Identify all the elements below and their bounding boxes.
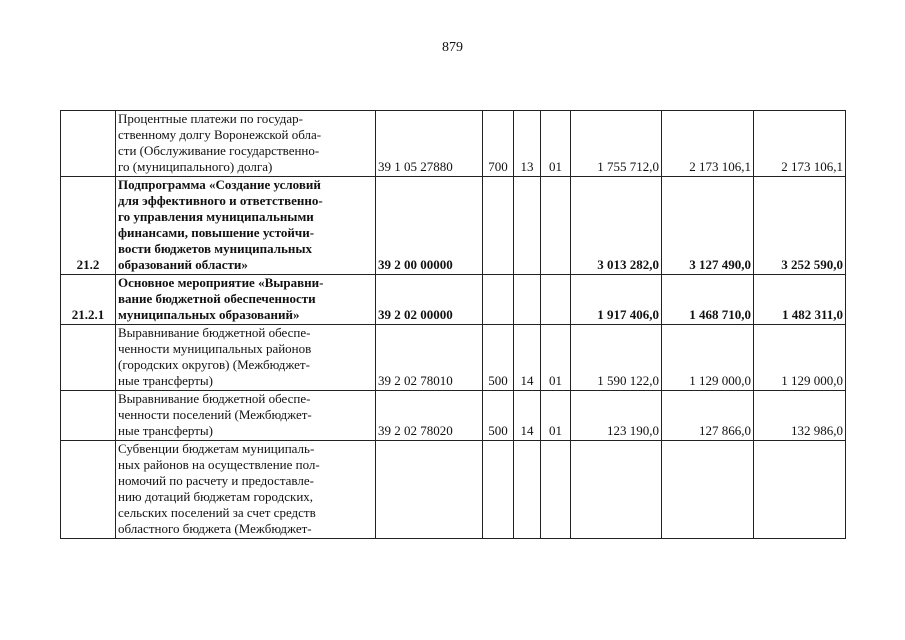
row-code: 39 2 02 78010 (376, 325, 483, 391)
row-col-3: 01 (541, 325, 571, 391)
row-name-line: ные трансферты) (118, 423, 213, 438)
row-col-1 (483, 177, 514, 275)
row-name-line: ченности муниципальных районов (118, 341, 312, 356)
row-amount-1: 1 755 712,0 (571, 111, 662, 177)
row-col-3: 01 (541, 391, 571, 441)
row-name-line: нию дотаций бюджетам городских, (118, 489, 314, 504)
row-name (116, 391, 376, 441)
row-col-1 (483, 441, 514, 539)
table-row (61, 177, 846, 275)
row-name-line: ных районов на осуществление пол- (118, 457, 320, 472)
row-code: 39 2 02 78020 (376, 391, 483, 441)
row-col-2 (514, 441, 541, 539)
row-name-line: ные трансферты) (118, 373, 213, 388)
row-name-line: Подпрограмма «Создание условий (118, 177, 321, 192)
row-number: 21.2.1 (61, 275, 116, 325)
row-col-1: 500 (483, 325, 514, 391)
row-amount-2: 127 866,0 (662, 391, 754, 441)
row-name-line: финансами, повышение устойчи- (118, 225, 315, 240)
row-amount-1: 123 190,0 (571, 391, 662, 441)
table-row (61, 391, 846, 441)
row-name-line: Субвенции бюджетам муниципаль- (118, 441, 315, 456)
row-code (376, 441, 483, 539)
row-col-3 (541, 177, 571, 275)
row-name-line: номочий по расчету и предоставле- (118, 473, 314, 488)
row-name-line: вание бюджетной обеспеченности (118, 291, 316, 306)
row-amount-3: 2 173 106,1 (754, 111, 846, 177)
row-amount-1 (571, 441, 662, 539)
row-name-line: для эффективного и ответственно- (118, 193, 323, 208)
row-amount-2 (662, 441, 754, 539)
row-name-line: сти (Обслуживание государственно- (118, 143, 320, 158)
row-name-line: Основное мероприятие «Выравни- (118, 275, 324, 290)
page-number: 879 (442, 40, 463, 55)
row-amount-2: 1 468 710,0 (662, 275, 754, 325)
row-col-1: 700 (483, 111, 514, 177)
row-name-line: ственному долгу Воронежской обла- (118, 127, 322, 142)
table-row (61, 441, 846, 539)
row-amount-2: 3 127 490,0 (662, 177, 754, 275)
table-row (61, 275, 846, 325)
row-name (116, 111, 376, 177)
row-col-2: 14 (514, 391, 541, 441)
row-name-line: Выравнивание бюджетной обеспе- (118, 391, 311, 406)
row-col-1: 500 (483, 391, 514, 441)
row-amount-3 (754, 441, 846, 539)
row-name-line: муниципальных образований» (118, 307, 300, 322)
row-col-3: 01 (541, 111, 571, 177)
row-amount-3: 1 482 311,0 (754, 275, 846, 325)
row-name (116, 275, 376, 325)
row-name-line: Процентные платежи по государ- (118, 111, 304, 126)
row-name-line: го управления муниципальными (118, 209, 314, 224)
row-number: 21.2 (61, 177, 116, 275)
row-amount-2: 2 173 106,1 (662, 111, 754, 177)
row-name-line: образований области» (118, 257, 248, 272)
row-code: 39 2 02 00000 (376, 275, 483, 325)
row-col-2 (514, 177, 541, 275)
table-row (61, 325, 846, 391)
row-col-2: 14 (514, 325, 541, 391)
row-name-line: (городских округов) (Межбюджет- (118, 357, 310, 372)
row-name (116, 177, 376, 275)
row-name (116, 441, 376, 539)
row-number (61, 391, 116, 441)
row-name-line: сельских поселений за счет средств (118, 505, 316, 520)
row-number (61, 111, 116, 177)
row-name-line: го (муниципального) долга) (118, 159, 273, 174)
row-amount-1: 3 013 282,0 (571, 177, 662, 275)
row-col-2: 13 (514, 111, 541, 177)
row-name (116, 325, 376, 391)
row-number (61, 325, 116, 391)
row-amount-3: 1 129 000,0 (754, 325, 846, 391)
row-amount-2: 1 129 000,0 (662, 325, 754, 391)
row-name-line: ченности поселений (Межбюджет- (118, 407, 312, 422)
row-amount-1: 1 590 122,0 (571, 325, 662, 391)
row-col-3 (541, 441, 571, 539)
row-amount-3: 132 986,0 (754, 391, 846, 441)
row-name-line: Выравнивание бюджетной обеспе- (118, 325, 311, 340)
row-amount-3: 3 252 590,0 (754, 177, 846, 275)
row-col-1 (483, 275, 514, 325)
row-col-3 (541, 275, 571, 325)
row-name-line: областного бюджета (Межбюджет- (118, 521, 312, 536)
table-row (61, 111, 846, 177)
row-number (61, 441, 116, 539)
budget-table (60, 110, 846, 539)
row-col-2 (514, 275, 541, 325)
row-amount-1: 1 917 406,0 (571, 275, 662, 325)
row-name-line: вости бюджетов муниципальных (118, 241, 313, 256)
table-body (61, 111, 846, 539)
row-code: 39 2 00 00000 (376, 177, 483, 275)
row-code: 39 1 05 27880 (376, 111, 483, 177)
